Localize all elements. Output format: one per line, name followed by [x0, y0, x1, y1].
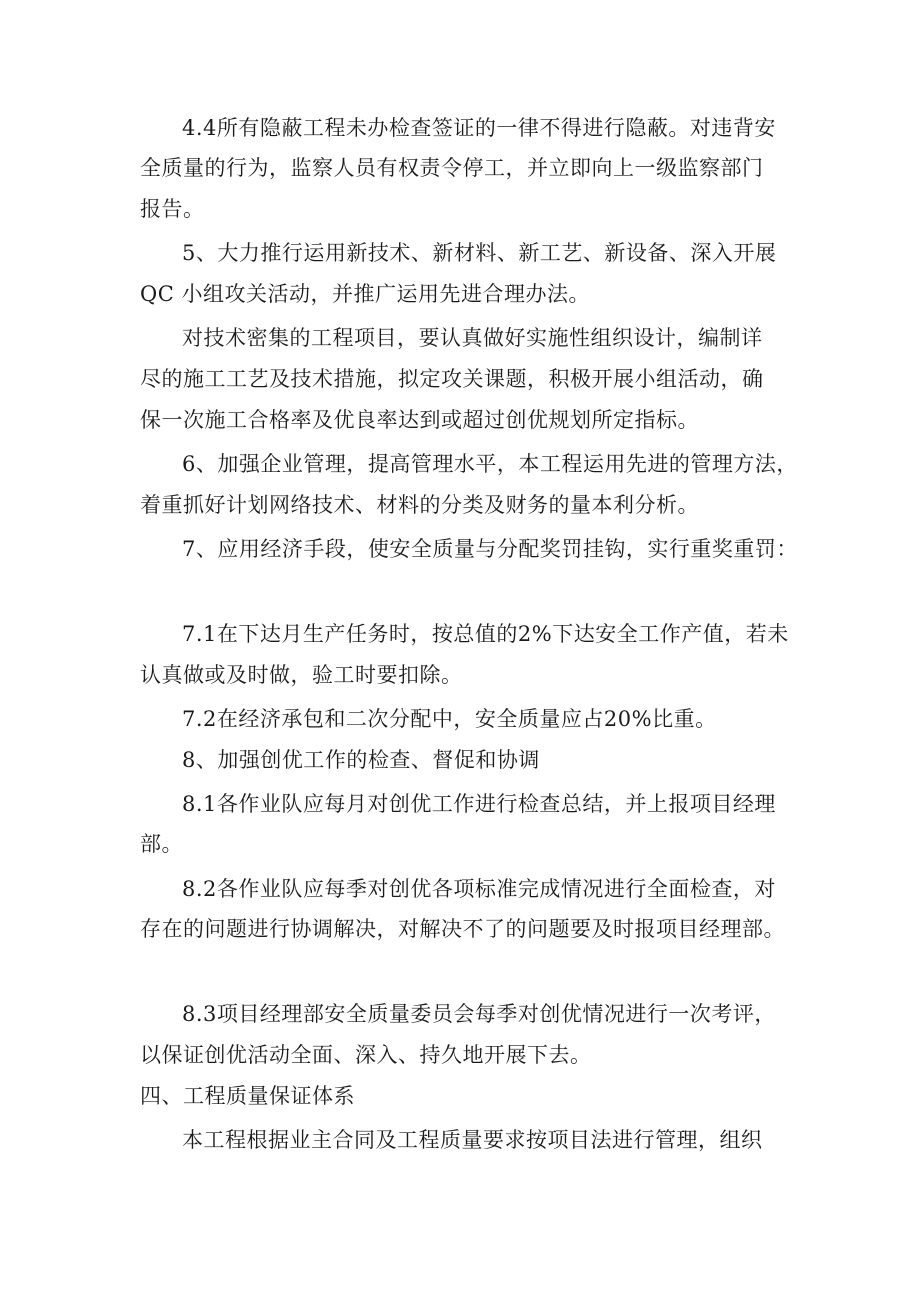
paragraph-line: 尽的施工工艺及技术措施，拟定攻关课题，积极开展小组活动，确: [140, 367, 764, 391]
paragraph-line: 4.4所有隐蔽工程未办检查签证的一律不得进行隐蔽。对违背安: [182, 116, 776, 140]
paragraph-line: 保一次施工合格率及优良率达到或超过创优规划所定指标。: [140, 408, 699, 432]
paragraph-line: 着重抓好计划网络技术、材料的分类及财务的量本利分析。: [140, 493, 699, 517]
paragraph-line: 8.3项目经理部安全质量委员会每季对创优情况进行一次考评，: [182, 1002, 776, 1026]
paragraph-line: 6、加强企业管理，提高管理水平，本工程运用先进的管理方法，: [182, 452, 798, 476]
paragraph-line: 7、应用经济手段，使安全质量与分配奖罚挂钩，实行重奖重罚：: [182, 537, 798, 561]
paragraph-line: 5、大力推行运用新技术、新材料、新工艺、新设备、深入开展: [182, 241, 777, 265]
paragraph-line: 8.1各作业队应每月对创优工作进行检查总结，并上报项目经理: [182, 792, 776, 816]
section-heading: 8、加强创优工作的检查、督促和协调: [182, 748, 540, 772]
paragraph-line: 8.2各作业队应每季对创优各项标准完成情况进行全面检查，对: [182, 877, 776, 901]
paragraph-line: 存在的问题进行协调解决，对解决不了的问题要及时报项目经理部。: [140, 917, 785, 941]
chapter-heading: 四、工程质量保证体系: [140, 1084, 355, 1108]
paragraph-line: 本工程根据业主合同及工程质量要求按项目法进行管理，组织: [182, 1128, 763, 1152]
paragraph-line: QC 小组攻关活动，并推广运用先进合理办法。: [140, 282, 590, 306]
paragraph-line: 部。: [140, 832, 183, 856]
paragraph-line: 对技术密集的工程项目，要认真做好实施性组织设计，编制详: [182, 326, 763, 350]
paragraph-line: 7.1在下达月生产任务时，按总值的2%下达安全工作产值，若未: [182, 622, 789, 646]
paragraph-line: 全质量的行为，监察人员有权责令停工，并立即向上一级监察部门: [140, 156, 764, 180]
paragraph-line: 7.2在经济承包和二次分配中，安全质量应占20%比重。: [182, 707, 717, 731]
paragraph-line: 认真做或及时做，验工时要扣除。: [140, 663, 463, 687]
paragraph-line: 报告。: [140, 197, 205, 221]
paragraph-line: 以保证创优活动全面、深入、持久地开展下去。: [140, 1043, 592, 1067]
